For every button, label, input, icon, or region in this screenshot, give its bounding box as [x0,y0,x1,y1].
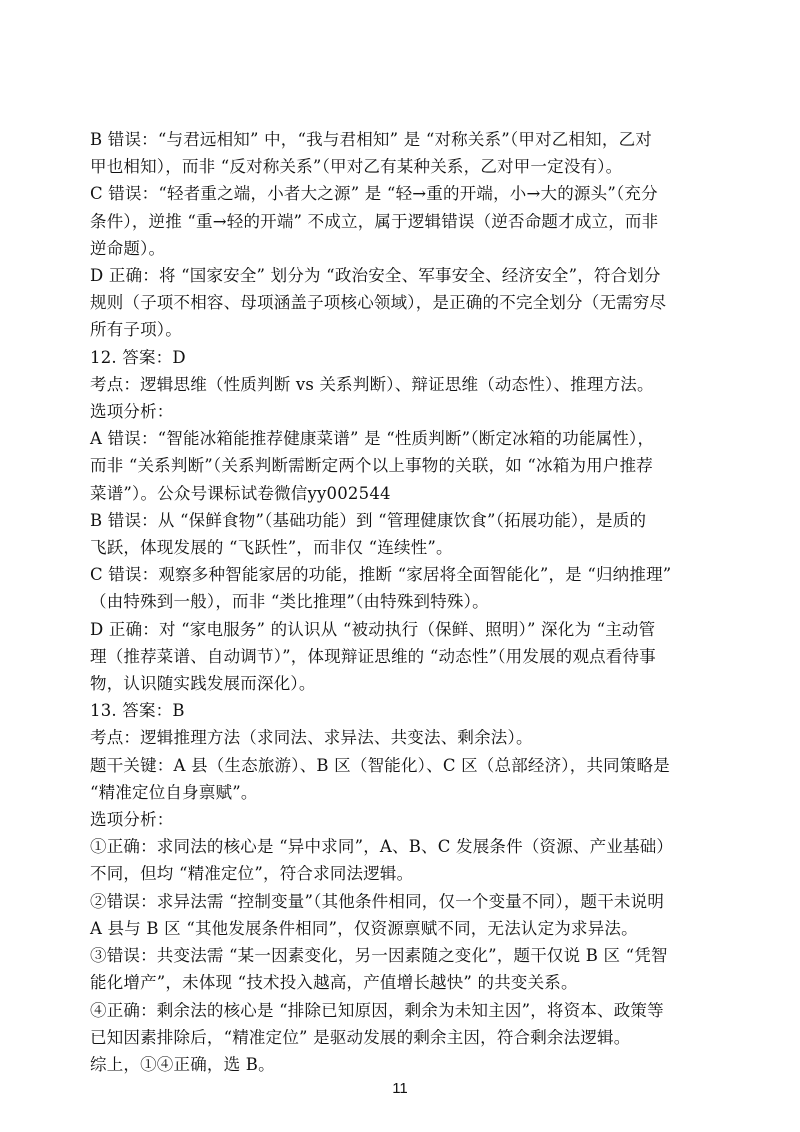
text-line: D 正确：对 “家电服务” 的认识从 “被动执行（保鲜、照明）” 深化为 “主动管 [90,619,656,639]
text-line: 甲也相知），而非 “反对称关系”（甲对乙有某种关系，乙对甲一定没有）。 [90,157,623,177]
text-line: C 错误：“轻者重之端，小者大之源” 是 “轻→重的开端，小→大的源头”（充分 [90,184,658,204]
text-line: 不同，但均 “精准定位”，符合求同法逻辑。 [90,864,414,884]
text-line: ④正确：剩余法的核心是 “排除已知原因，剩余为未知主因”，将资本、政策等 [90,1000,664,1020]
text-line: 菜谱”）。公众号课标试卷微信yy002544 [90,483,391,503]
answer-heading: 13. 答案：B [90,701,185,721]
text-line: （由特殊到一般），而非 “类比推理”（由特殊到特殊）。 [90,592,489,612]
text-line: A 县与 B 区 “其他发展条件相同”，仅资源禀赋不同，无法认定为求异法。 [90,918,638,938]
text-line: 理（推荐菜谱、自动调节）”，体现辩证思维的 “动态性”（用发展的观点看待事 [90,646,656,666]
answer-heading: 12. 答案：D [90,347,186,367]
text-line: ①正确：求同法的核心是 “异中求同”，A、B、C 发展条件（资源、产业基础） [90,837,674,857]
text-line: 题干关键：A 县（生态旅游）、B 区（智能化）、C 区（总部经济），共同策略是 [90,755,670,775]
text-line: 选项分析： [90,810,174,830]
text-line: 能化增产”，未体现 “技术投入越高，产值增长越快” 的共变关系。 [90,973,578,993]
text-line: D 正确：将 “国家安全” 划分为 “政治安全、军事安全、经济安全”，符合划分 [90,266,661,286]
text-line: 选项分析： [90,402,174,422]
text-line: ②错误：求异法需 “控制变量”（其他条件相同，仅一个变量不同），题干未说明 [90,891,665,911]
text-line: 考点：逻辑思维（性质判断 vs 关系判断）、辩证思维（动态性）、推理方法。 [90,374,654,394]
text-line: ③错误：共变法需 “某一因素变化，另一因素随之变化”，题干仅说 B 区 “凭智 [90,946,668,966]
text-line: C 错误：观察多种智能家居的功能，推断 “家居将全面智能化”，是 “归纳推理” [90,565,672,585]
text-line: B 错误：从 “保鲜食物”（基础功能）到 “管理健康饮食”（拓展功能），是质的 [90,510,647,530]
document-body [90,126,715,1078]
text-line: A 错误：“智能冰箱能推荐健康菜谱” 是 “性质判断”（断定冰箱的功能属性）， [90,429,655,449]
text-line: 物，认识随实践发展而深化）。 [90,674,316,694]
text-line: “精准定位自身禀赋”。 [90,782,258,802]
text-line: 所有子项）。 [90,320,182,340]
text-line: 考点：逻辑推理方法（求同法、求异法、共变法、剩余法）。 [90,728,533,748]
text-line: 已知因素排除后，“精准定位” 是驱动发展的剩余主因，符合剩余法逻辑。 [90,1027,631,1047]
text-line: 飞跃，体现发展的 “飞跃性”，而非仅 “连续性”。 [90,538,453,558]
page-number: 11 [392,1080,408,1097]
text-line: B 错误：“与君远相知” 中，“我与君相知” 是 “对称关系”（甲对乙相知，乙对 [90,130,652,149]
conclusion-line: 综上，①④正确，选 B。 [90,1054,275,1074]
text-line: 而非 “关系判断”（关系判断需断定两个以上事物的关联，如 “冰箱为用户推荐 [90,456,653,476]
text-line: 逆命题）。 [90,238,166,258]
text-line: 规则（子项不相容、母项涵盖子项核心领域），是正确的不完全划分（无需穷尽 [90,293,667,313]
text-line: 条件），逆推 “重→轻的开端” 不成立，属于逻辑错误（逆否命题才成立，而非 [90,211,659,231]
